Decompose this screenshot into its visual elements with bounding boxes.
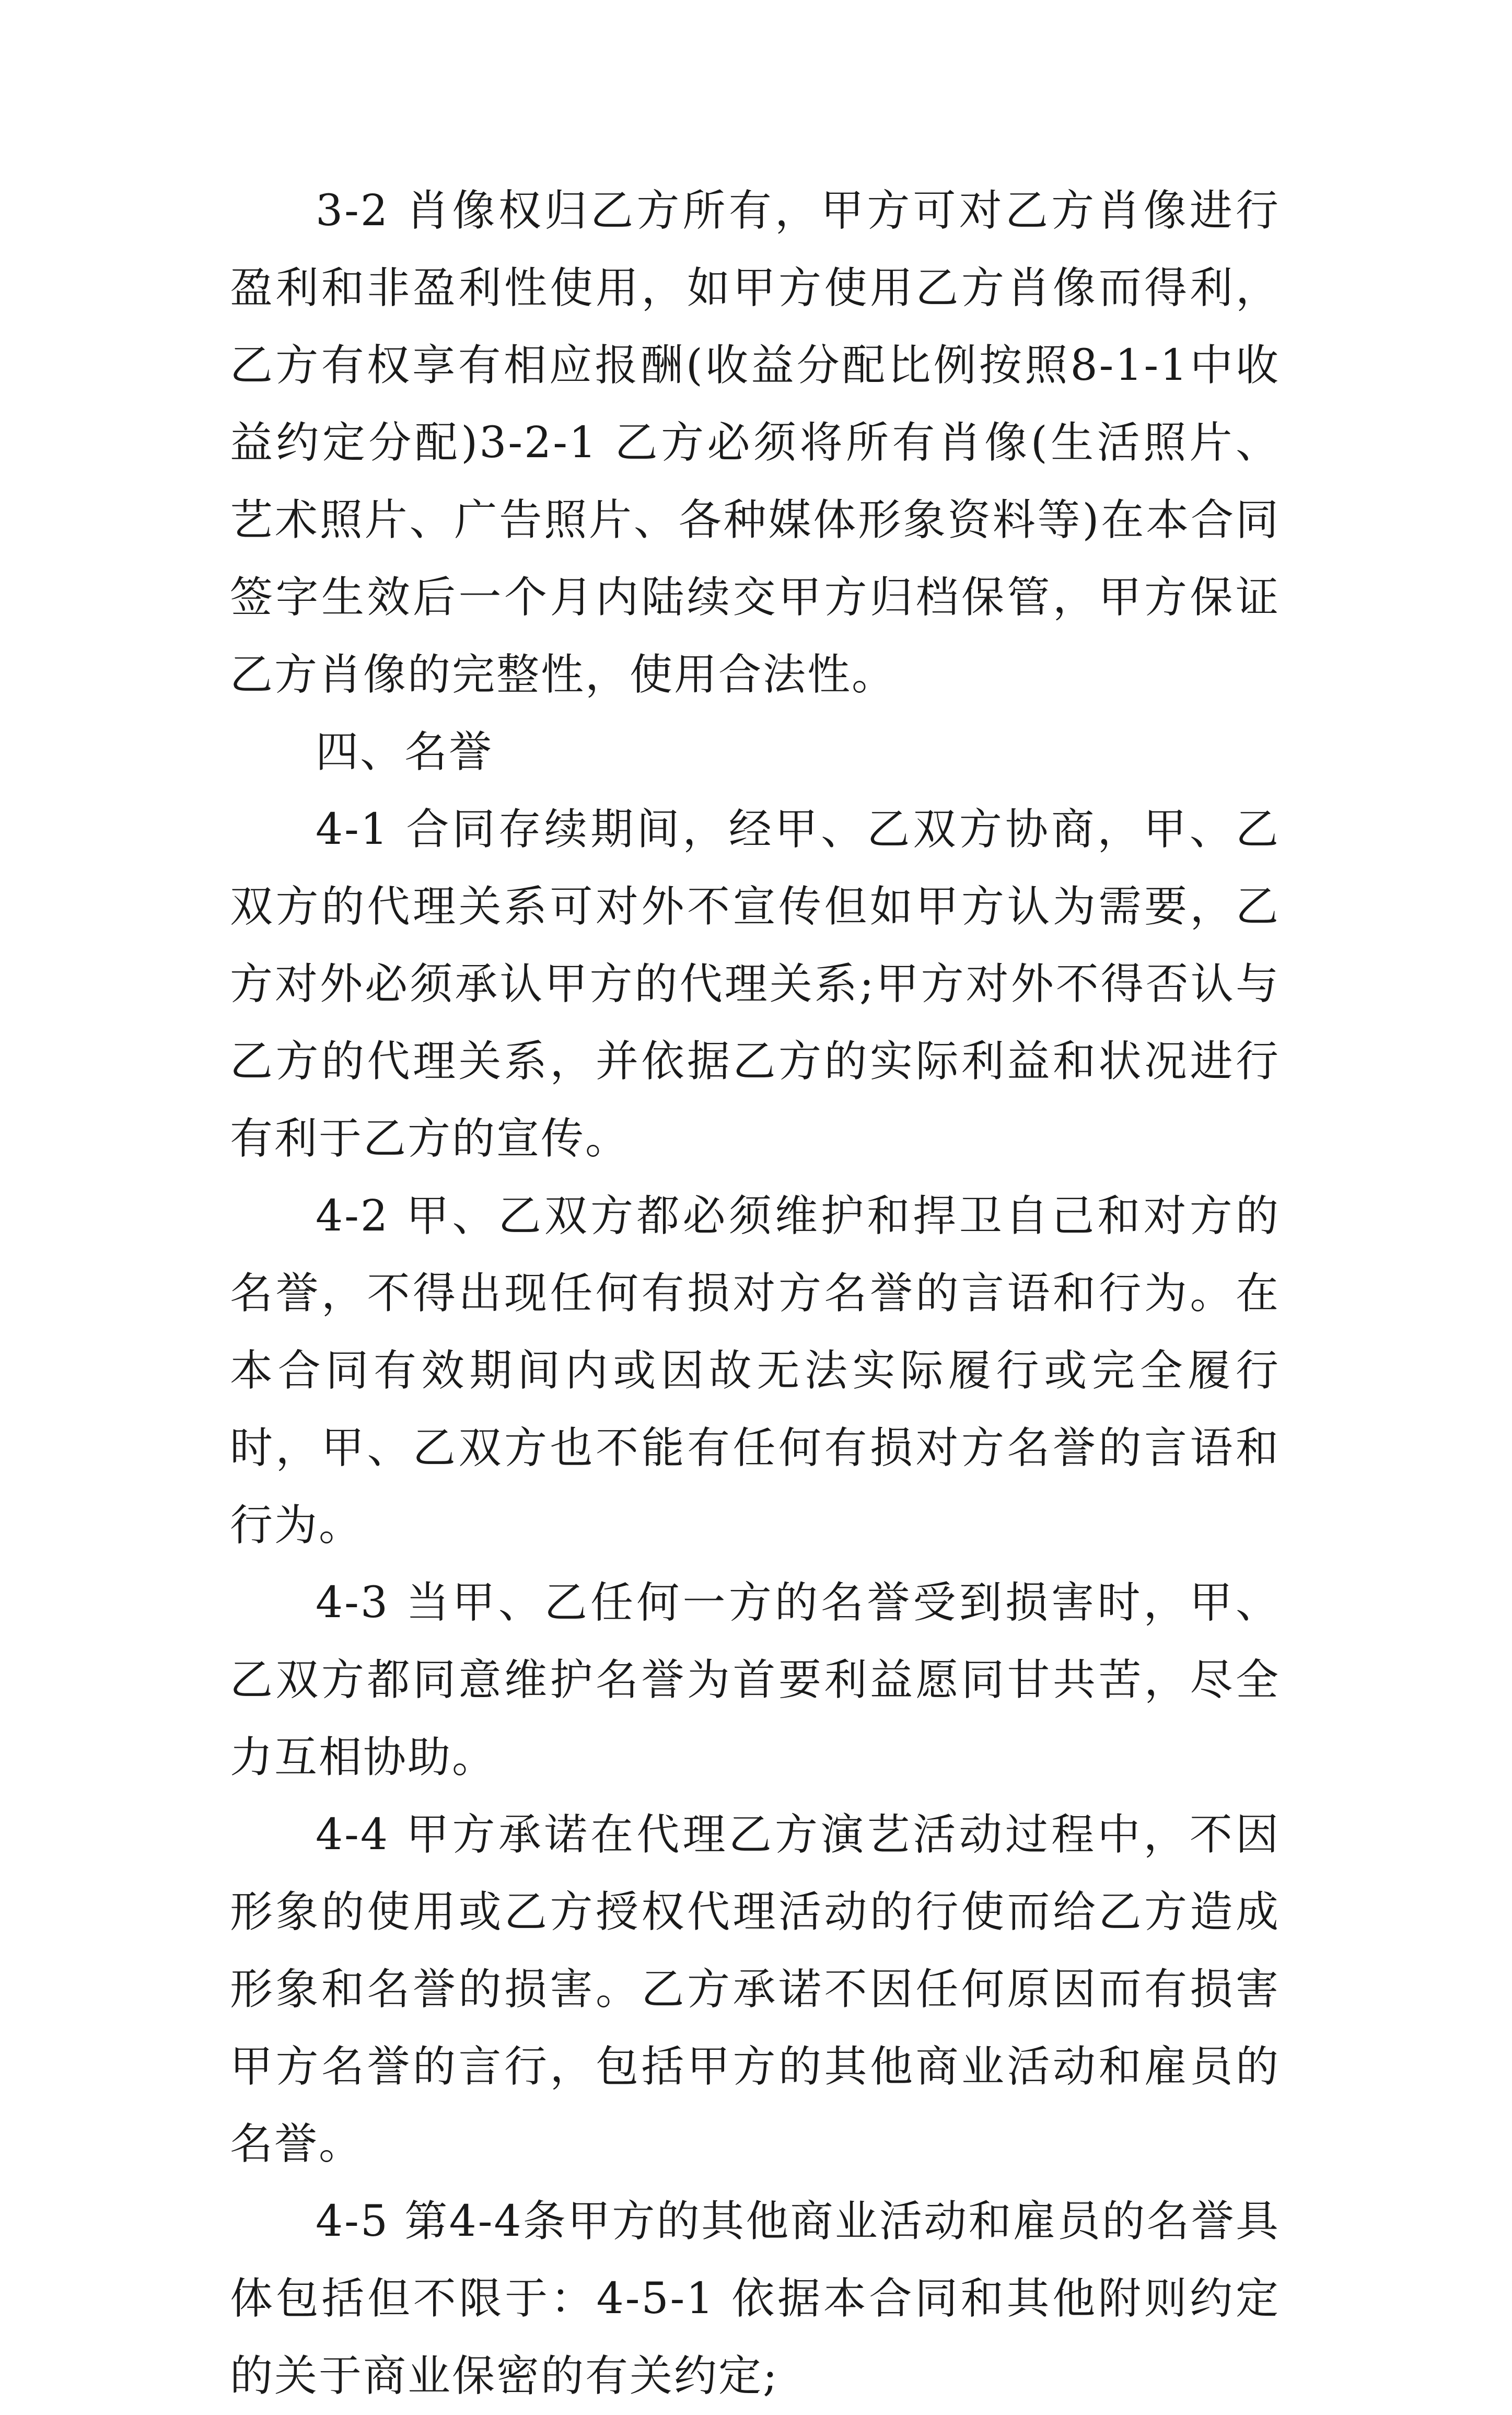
paragraph-4-4: 4-4 甲方承诺在代理乙方演艺活动过程中，不因形象的使用或乙方授权代理活动的行使而给乙方造成形象和名誉的损害。乙方承诺不因任何原因而有损害甲方名誉的言行，包括甲方的其他商业活动和雇员的名誉。 [230, 1810, 1280, 2169]
document-body [230, 172, 1280, 2415]
paragraph-4-1: 4-1 合同存续期间，经甲、乙双方协商，甲、乙双方的代理关系可对外不宣传但如甲方认为需要，乙方对外必须承认甲方的代理关系;甲方对外不得否认与乙方的代理关系，并依据乙方的实际利益和状况进行有利于乙方的宣传。 [230, 805, 1280, 1164]
paragraph-4-5: 4-5 第4-4条甲方的其他商业活动和雇员的名誉具体包括但不限于：4-5-1 依据本合同和其他附则约定的关于商业保密的有关约定; [230, 2197, 1280, 2401]
paragraph-4-3: 4-3 当甲、乙任何一方的名誉受到损害时，甲、乙双方都同意维护名誉为首要利益愿同甘共苦，尽全力互相协助。 [230, 1578, 1280, 1782]
section-heading-reputation: 四、名誉 [316, 727, 494, 777]
paragraph-3-2-portrait-rights: 3-2 肖像权归乙方所有，甲方可对乙方肖像进行盈利和非盈利性使用，如甲方使用乙方肖像而得利，乙方有权享有相应报酬(收益分配比例按照8-1-1中收益约定分配)3-2-1 乙方必须将所有肖像(生活照片、艺术照片、广告照片、各种媒体形象资料等)在本合同签字生效后一个月内陆续交甲方归档保管，甲方保证乙方肖像的完整性，使用合法性。 [230, 186, 1280, 700]
paragraph-4-2: 4-2 甲、乙双方都必须维护和捍卫自己和对方的名誉，不得出现任何有损对方名誉的言语和行为。在本合同有效期间内或因故无法实际履行或完全履行时，甲、乙双方也不能有任何有损对方名誉的言语和行为。 [230, 1191, 1280, 1550]
